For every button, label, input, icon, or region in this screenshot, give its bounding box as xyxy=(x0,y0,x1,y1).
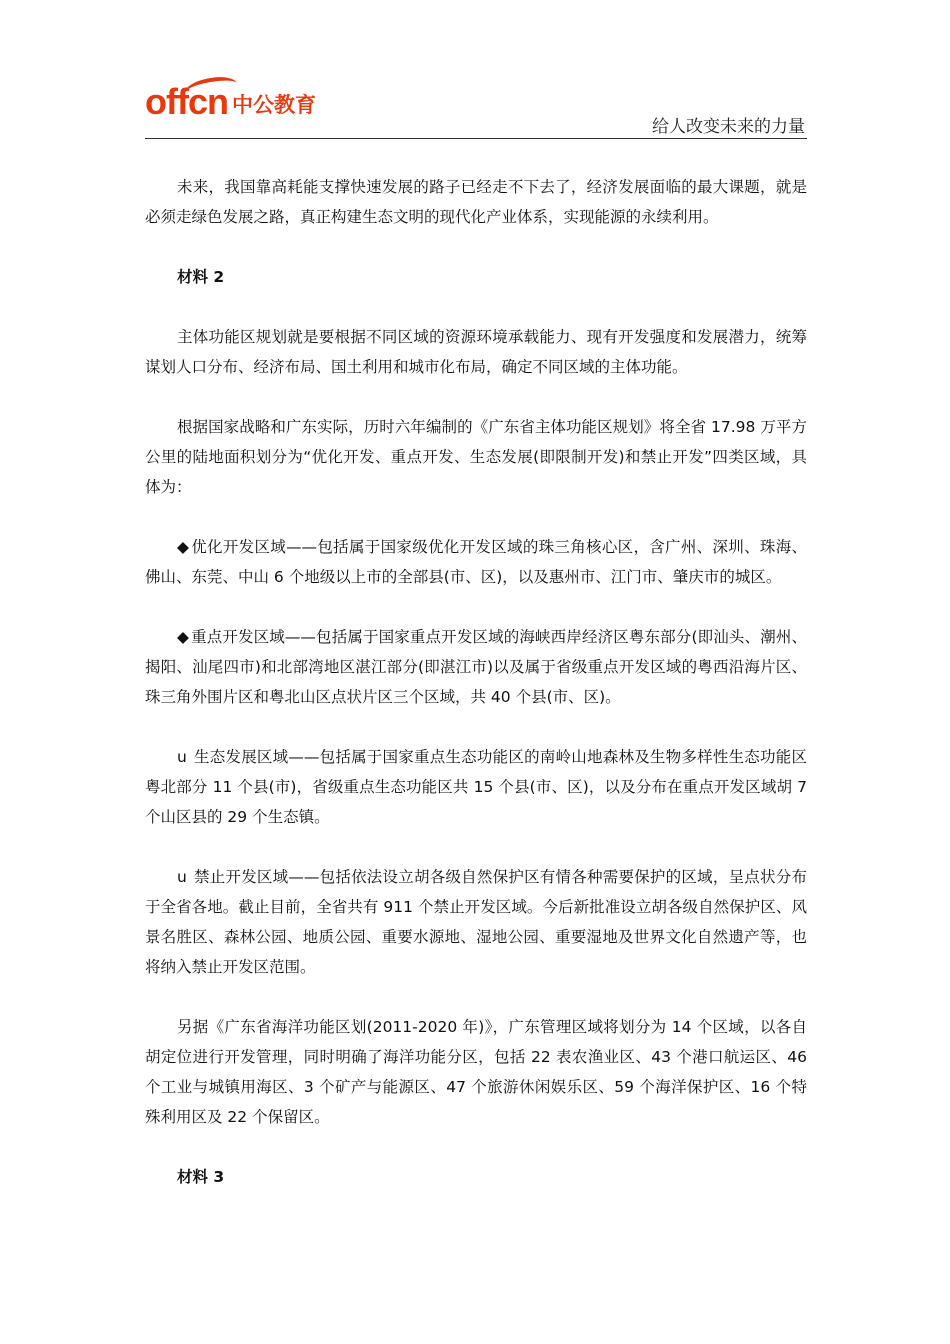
header-slogan: 给人改变未来的力量 xyxy=(652,117,805,137)
bullet-key-development: ◆ 重点开发区域——包括属于国家重点开发区域的海峡西岸经济区粤东部分(即汕头、潮州、揭阳、汕尾四市)和北部湾地区湛江部分(即湛江市)以及属于省级重点开发区域的粤西沿海片区、珠三角外围片区和粤北山区点状片区三个区域，共 40 个县(市、区)。 xyxy=(145,628,807,706)
bullet-optimized-development: ◆ 优化开发区域——包括属于国家级优化开发区域的珠三角核心区，含广州、深圳、珠海、佛山、东莞、中山 6 个地级以上市的全部县(市、区)，以及惠州市、江门市、肇庆市的城区。 xyxy=(145,538,807,586)
page-header xyxy=(145,70,807,140)
material-2-heading: 材料 2 xyxy=(177,268,225,286)
bullet-prohibited-development: u 禁止开发区域——包括依法设立胡各级自然保护区有情各种需要保护的区域，呈点状分布于全省各地。截止目前，全省共有 911 个禁止开发区域。今后新批准设立胡各级自然保护区、风景名胜区、森林公园、地质公园、重要水源地、湿地公园、重要湿地及世界文化自然遗产等，也将纳入禁止开发区范围。 xyxy=(145,868,807,976)
header-divider xyxy=(145,138,807,139)
document-body xyxy=(145,172,807,1192)
u-bullet-icon: u xyxy=(177,868,187,886)
paragraph-guangdong-plan: 根据国家战略和广东实际，历时六年编制的《广东省主体功能区规划》将全省 17.98 万平方公里的陆地面积划分为“优化开发、重点开发、生态发展(即限制开发)和禁止开发”四类区域，具体为： xyxy=(145,418,807,496)
paragraph-green-development: 未来，我国靠高耗能支撑快速发展的路子已经走不下去了，经济发展面临的最大课题，就是必须走绿色发展之路，真正构建生态文明的现代化产业体系，实现能源的永续利用。 xyxy=(145,178,807,226)
logo-wordmark: offcn xyxy=(145,84,228,120)
paragraph-marine-zoning: 另据《广东省海洋功能区划(2011-2020 年)》，广东管理区域将划分为 14 个区域，以各自胡定位进行开发管理，同时明确了海洋功能分区，包括 22 表农渔业区、43 个港口航运区、46 个工业与城镇用海区、3 个矿产与能源区、47 个旅游休闲娱乐区、59 个海洋保护区、16 个特殊利用区及 22 个保留区。 xyxy=(145,1018,807,1126)
diamond-bullet-icon: ◆ xyxy=(177,538,190,556)
material-3-heading: 材料 3 xyxy=(177,1168,225,1186)
bullet-ecological-development: u 生态发展区域——包括属于国家重点生态功能区的南岭山地森林及生物多样性生态功能区粤北部分 11 个县(市)，省级重点生态功能区共 15 个县(市、区)，以及分布在重点开发区域胡 7 个山区县的 29 个生态镇。 xyxy=(145,748,807,826)
paragraph-function-zone-definition: 主体功能区规划就是要根据不同区域的资源环境承载能力、现有开发强度和发展潜力，统筹谋划人口分布、经济布局、国土利用和城市化布局，确定不同区域的主体功能。 xyxy=(145,328,807,376)
diamond-bullet-icon: ◆ xyxy=(177,628,190,646)
logo-arc-icon xyxy=(184,74,239,103)
offcn-logo xyxy=(145,78,316,120)
logo-chinese-name: 中公教育 xyxy=(231,93,316,117)
u-bullet-icon: u xyxy=(177,748,187,766)
